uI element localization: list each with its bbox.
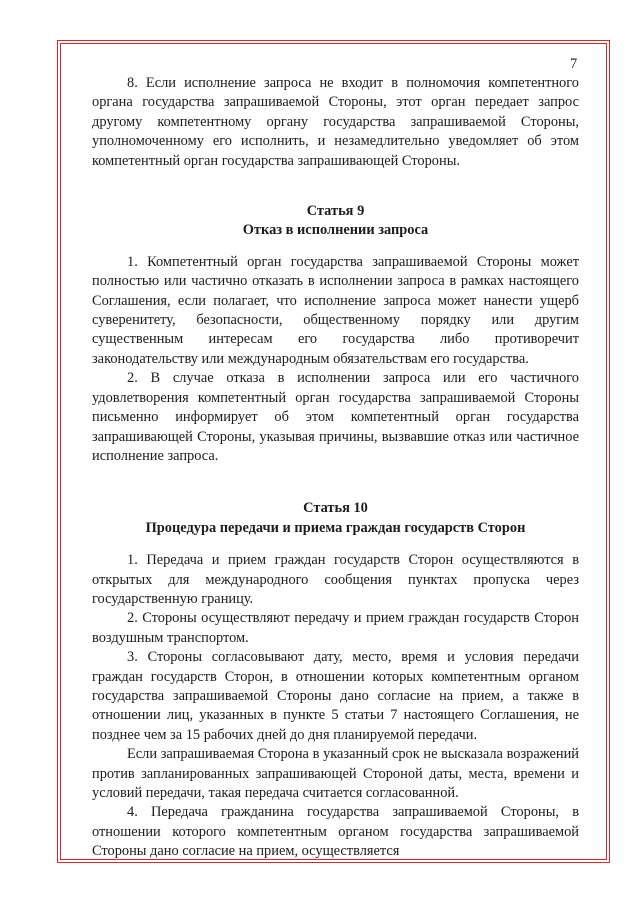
article-9-paragraph-1: 1. Компетентный орган государства запрашиваемой Стороны может полностью или частично отказать в исполнении запроса в рамках настоящего Соглашения, если полагает, что исполнение запроса может нанести ущерб суверенитету, безопасности, общественному порядку или другим существенным интересам его государства либо противоречит законодательству или международным обязательствам его государства. (92, 253, 579, 367)
article-10-paragraph-2: 2. Стороны осуществляют передачу и прием граждан государств Сторон воздушным транспортом. (92, 610, 579, 646)
article-10-title: Статья 10 (303, 500, 368, 517)
article-9-title: Статья 9 (306, 203, 365, 220)
document-body (92, 44, 579, 862)
page-number: 7 (570, 56, 578, 72)
article-10-paragraph-4: 4. Передача гражданина государства запрашиваемой Стороны, в отношении которого компетентным органом государства запрашиваемой Стороны дано согласие на прием, осуществляется (92, 804, 579, 860)
article-10-paragraph-3-continued: Если запрашиваемая Сторона в указанный срок не высказала возражений против запланированных запрашивающей Стороной даты, места, времени и условий передачи, такая передача считается согласованной. (92, 746, 579, 801)
article-10-subtitle: Процедура передачи и приема граждан государств Сторон (145, 519, 526, 536)
article-9-subtitle: Отказ в исполнении запроса (242, 222, 429, 239)
article-10-paragraph-3: 3. Стороны согласовывают дату, место, время и условия передачи граждан государств Сторон, в отношении которых компетентным органом государства запрашиваемой Стороны дано согласие на прием, а также в отношении лиц, указанных в пункте 5 статьи 7 настоящего Соглашения, не позднее чем за 15 рабочих дней до дня планируемой передачи. (92, 649, 579, 743)
article-9-paragraph-2: 2. В случае отказа в исполнении запроса или его частичного удовлетворения компетентный орган государства запрашиваемой Стороны письменно информирует об этом компетентный орган государства запрашивающей Стороны, указывая причины, вызвавшие отказ или частичное исполнение запроса. (92, 370, 579, 464)
paragraph-8: 8. Если исполнение запроса не входит в полномочия компетентного органа государства запрашиваемой Стороны, этот орган передает запрос другому компетентному органу государства запрашиваемой Стороны, уполномоченному его исполнить, и незамедлительно уведомляет об этом компетентный орган государства запрашивающей Стороны. (92, 75, 579, 169)
article-10-paragraph-1: 1. Передача и прием граждан государств Сторон осуществляются в открытых для международного сообщения пунктах пропуска через государственную границу. (92, 552, 579, 607)
